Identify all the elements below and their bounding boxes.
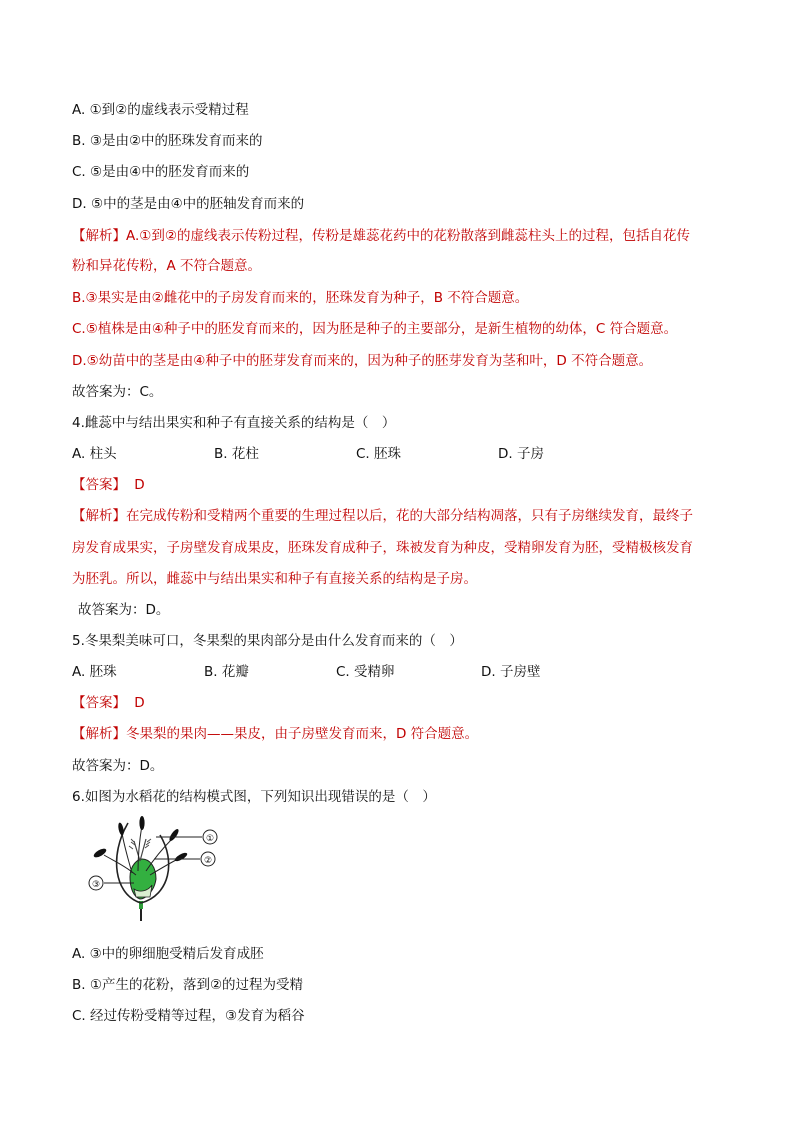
q3-final-answer: 故答案为：C。	[72, 384, 163, 400]
q3-option-a: A. ①到②的虚线表示受精过程	[72, 102, 249, 118]
q5-stem: 5.冬果梨美味可口，冬果梨的果肉部分是由什么发育而来的（ ）	[72, 633, 463, 649]
q3-option-b: B. ③是由②中的胚珠发育而来的	[72, 133, 263, 149]
figure-label-1: ①	[205, 834, 215, 844]
q6-option-a: A. ③中的卵细胞受精后发育成胚	[72, 946, 264, 962]
figure-label-2: ②	[203, 856, 213, 866]
q4-stem: 4.雌蕊中与结出果实和种子有直接关系的结构是（ ）	[72, 415, 396, 431]
q4-analysis-line-3: 为胚乳。所以，雌蕊中与结出果实和种子有直接关系的结构是子房。	[72, 571, 477, 587]
analysis-tag: 【解析】	[72, 508, 126, 524]
q5-answer-value: D	[134, 695, 145, 711]
q5-analysis-line	[72, 724, 478, 744]
q5-option-d: D. 子房壁	[481, 664, 541, 680]
q4-option-a: A. 柱头	[72, 446, 117, 462]
q4-option-d: D. 子房	[498, 446, 544, 462]
q3-analysis-b: B.③果实是由②雌花中的子房发育而来的，胚珠发育为种子，B 不符合题意。	[72, 290, 529, 306]
q6-stem: 6.如图为水稻花的结构模式图，下列知识出现错误的是（ ）	[72, 789, 436, 805]
q3-option-d: D. ⑤中的茎是由④中的胚轴发育而来的	[72, 196, 305, 212]
q4-analysis-line-2: 房发育成果实，子房壁发育成果皮，胚珠发育成种子，珠被发育为种皮，受精卵发育为胚，受精极核发育	[72, 540, 693, 556]
analysis-tag: 【解析】	[72, 228, 126, 244]
analysis-tag: 【解析】	[72, 726, 126, 742]
q4-answer-line	[72, 475, 145, 495]
q5-final-answer: 故答案为：D。	[72, 758, 164, 774]
q5-analysis-text: 冬果梨的果肉——果皮，由子房壁发育而来，D 符合题意。	[126, 726, 479, 742]
q3-analysis-line-2: 粉和异花传粉，A 不符合题意。	[72, 258, 262, 274]
q5-answer-line	[72, 693, 145, 713]
figure-label-3: ③	[91, 880, 101, 890]
q3-analysis-d: D.⑤幼苗中的茎是由④种子中的胚芽发育而来的，因为种子的胚芽发育为茎和叶，D 不符合题意。	[72, 353, 653, 369]
q4-final-answer: 故答案为：D。	[78, 602, 170, 618]
q3-analysis-a-text: A.①到②的虚线表示传粉过程，传粉是雄蕊花药中的花粉散落到雌蕊柱头上的过程，包括自花传	[126, 228, 690, 244]
anther	[92, 847, 107, 859]
q4-option-c: C. 胚珠	[356, 446, 402, 462]
answer-tag: 【答案】	[72, 695, 126, 711]
q3-option-c: C. ⑤是由④中的胚发育而来的	[72, 164, 250, 180]
q4-analysis-line-1	[72, 506, 693, 526]
q4-analysis-text-1: 在完成传粉和受精两个重要的生理过程以后，花的大部分结构凋落，只有子房继续发育，最终子	[126, 508, 693, 524]
q5-option-c: C. 受精卵	[336, 664, 395, 680]
rice-flower-diagram	[84, 815, 234, 930]
q6-option-b: B. ①产生的花粉，落到②的过程为受精	[72, 977, 304, 993]
q4-option-b: B. 花柱	[214, 446, 259, 462]
answer-tag: 【答案】	[72, 477, 126, 493]
q6-option-c: C. 经过传粉受精等过程，③发育为稻谷	[72, 1008, 305, 1024]
q4-answer-value: D	[134, 477, 145, 493]
q5-option-a: A. 胚珠	[72, 664, 117, 680]
q3-analysis-c: C.⑤植株是由④种子中的胚发育而来的，因为胚是种子的主要部分，是新生植物的幼体，C 符合题意。	[72, 321, 678, 337]
q3-analysis-line-1	[72, 226, 690, 246]
q5-option-b: B. 花瓣	[204, 664, 249, 680]
